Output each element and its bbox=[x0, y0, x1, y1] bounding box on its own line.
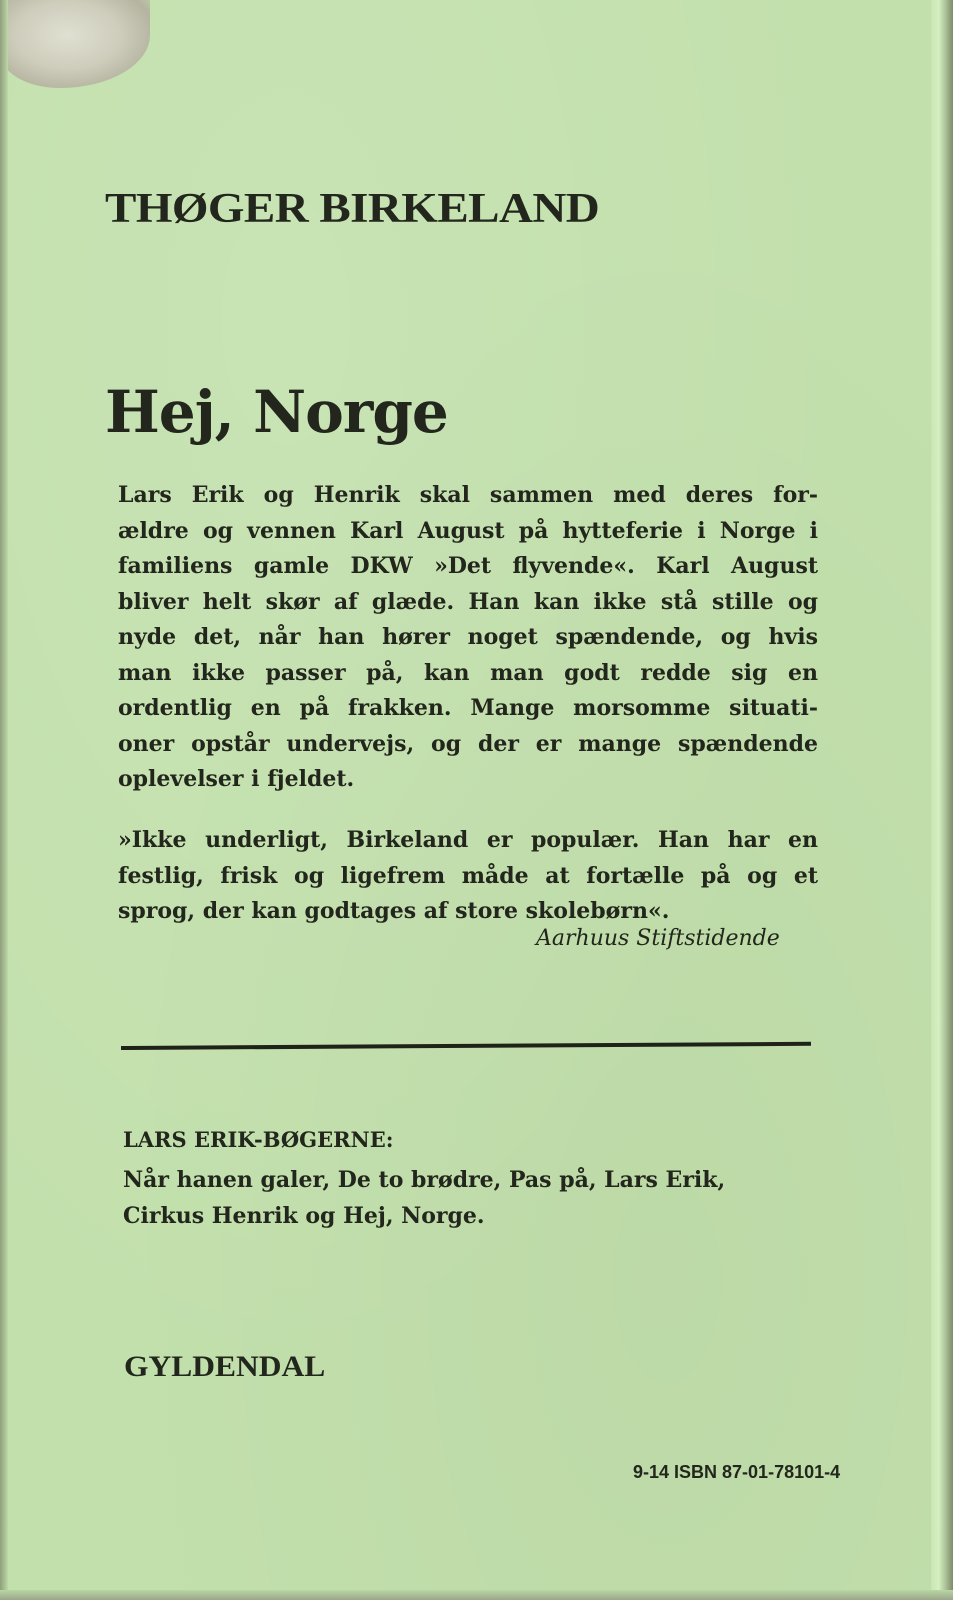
blurb-line: Lars Erik og Henrik skal sammen med deres for- bbox=[118, 482, 818, 508]
blurb-line: oplevelser i fjeldet. bbox=[118, 766, 355, 792]
section-divider bbox=[121, 1042, 811, 1050]
quote-line: »Ikke underligt, Birkeland er populær. Han har en bbox=[118, 827, 818, 853]
series-heading: LARS ERIK-BØGERNE: bbox=[123, 1127, 394, 1152]
blurb-line: man ikke passer på, kan man godt redde sig en bbox=[118, 659, 818, 686]
series-line: Når hanen galer, De to brødre, Pas på, Lars Erik, bbox=[123, 1167, 726, 1193]
cover-bottom-edge bbox=[0, 1590, 953, 1600]
book-title: Hej, Norge bbox=[105, 378, 448, 446]
blurb-line: ordentlig en på frakken. Mange morsomme situati- bbox=[118, 695, 818, 721]
publisher-name: GYLDENDAL bbox=[124, 1350, 326, 1383]
blurb-line: oner opstår undervejs, og der er mange spændende bbox=[118, 730, 818, 757]
cover-right-edge bbox=[931, 0, 953, 1600]
quote-line: sprog, der kan godtages af store skolebørn«. bbox=[118, 898, 670, 924]
worn-corner-patch bbox=[0, 0, 150, 88]
blurb-line: bliver helt skør af glæde. Han kan ikke stå stille og bbox=[118, 588, 818, 615]
blurb-line: nyde det, når han hører noget spændende, og hvis bbox=[118, 624, 818, 650]
isbn-label: 9-14 ISBN 87-01-78101-4 bbox=[633, 1462, 841, 1482]
blurb-line: familiens gamle DKW »Det flyvende«. Karl August bbox=[118, 553, 818, 579]
review-quote bbox=[118, 823, 818, 930]
cover-left-edge bbox=[0, 0, 8, 1600]
author-name: THØGER BIRKELAND bbox=[105, 186, 600, 232]
blurb-line: ældre og vennen Karl August på hytteferie i Norge i bbox=[118, 517, 818, 544]
quote-line: festlig, frisk og ligefrem måde at fortælle på og et bbox=[118, 862, 818, 889]
series-titles bbox=[123, 1162, 823, 1234]
series-line: Cirkus Henrik og Hej, Norge. bbox=[123, 1203, 485, 1229]
blurb-paragraph bbox=[118, 478, 818, 798]
quote-source: Aarhuus Stiftstidende bbox=[536, 926, 780, 951]
